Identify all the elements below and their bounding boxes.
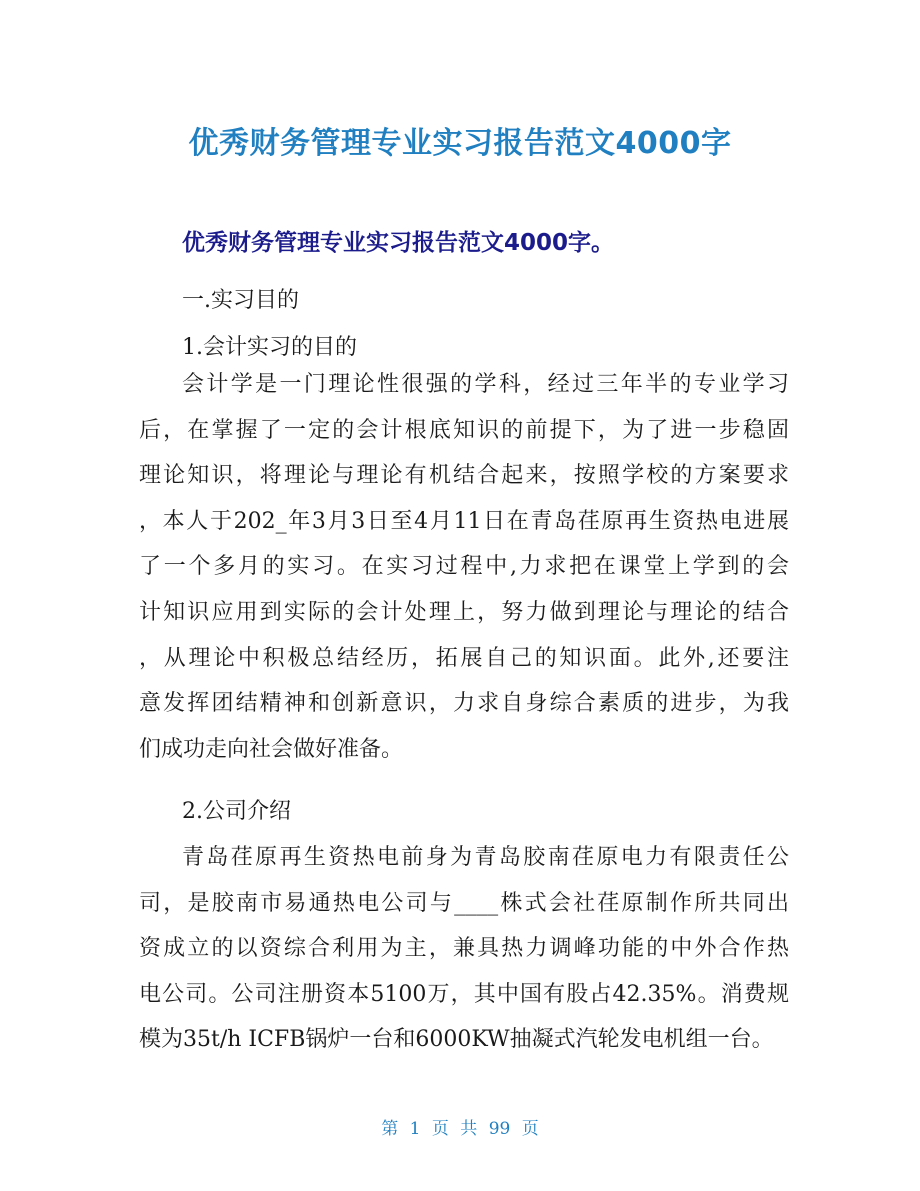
section-heading-purpose: 一.实习目的 [182, 288, 299, 313]
paragraph-line: 意发挥团结精神和创新意识，力求自身综合素质的进步，为我 [139, 691, 789, 717]
paragraph-line: 理论知识，将理论与理论有机结合起来，按照学校的方案要求 [139, 463, 789, 489]
paragraph-line: 青岛荏原再生资热电前身为青岛胶南荏原电力有限责任公 [182, 845, 789, 870]
subsection-heading-accounting: 1.会计实习的目的 [182, 335, 357, 360]
document-subtitle: 优秀财务管理专业实习报告范文4000字。 [182, 230, 615, 256]
paragraph-company-intro [139, 835, 789, 1063]
subsection-heading-company: 2.公司介绍 [182, 799, 291, 824]
paragraph-line: 资成立的以资综合利用为主，兼具热力调峰功能的中外合作热 [139, 936, 789, 962]
paragraph-line: ，本人于202_年3月3日至4月11日在青岛荏原再生资热电进展 [139, 508, 789, 534]
paragraph-line: ，从理论中积极总结经历，拓展自己的知识面。此外,还要注 [139, 645, 789, 671]
paragraph-line: 计知识应用到实际的会计处理上，努力做到理论与理论的结合 [139, 599, 789, 625]
paragraph-accounting-purpose [139, 362, 789, 772]
paragraph-line: 司，是胶南市易通热电公司与____株式会社荏原制作所共同出 [139, 890, 789, 916]
document-title: 优秀财务管理专业实习报告范文4000字 [188, 126, 732, 161]
page-number-footer: 第 1 页 共 99 页 [381, 1119, 539, 1139]
paragraph-line: 会计学是一门理论性很强的学科，经过三年半的专业学习 [182, 372, 789, 397]
paragraph-line: 后，在掌握了一定的会计根底知识的前提下，为了进一步稳固 [139, 417, 789, 443]
paragraph-line: 了一个多月的实习。在实习过程中,力求把在课堂上学到的会 [139, 554, 789, 580]
paragraph-line: 们成功走向社会做好准备。 [139, 736, 404, 762]
paragraph-line: 电公司。公司注册资本5100万，其中国有股占42.35%。消费规 [139, 981, 789, 1007]
paragraph-line: 模为35t/h ICFB锅炉一台和6000KW抽凝式汽轮发电机组一台。 [139, 1027, 774, 1053]
